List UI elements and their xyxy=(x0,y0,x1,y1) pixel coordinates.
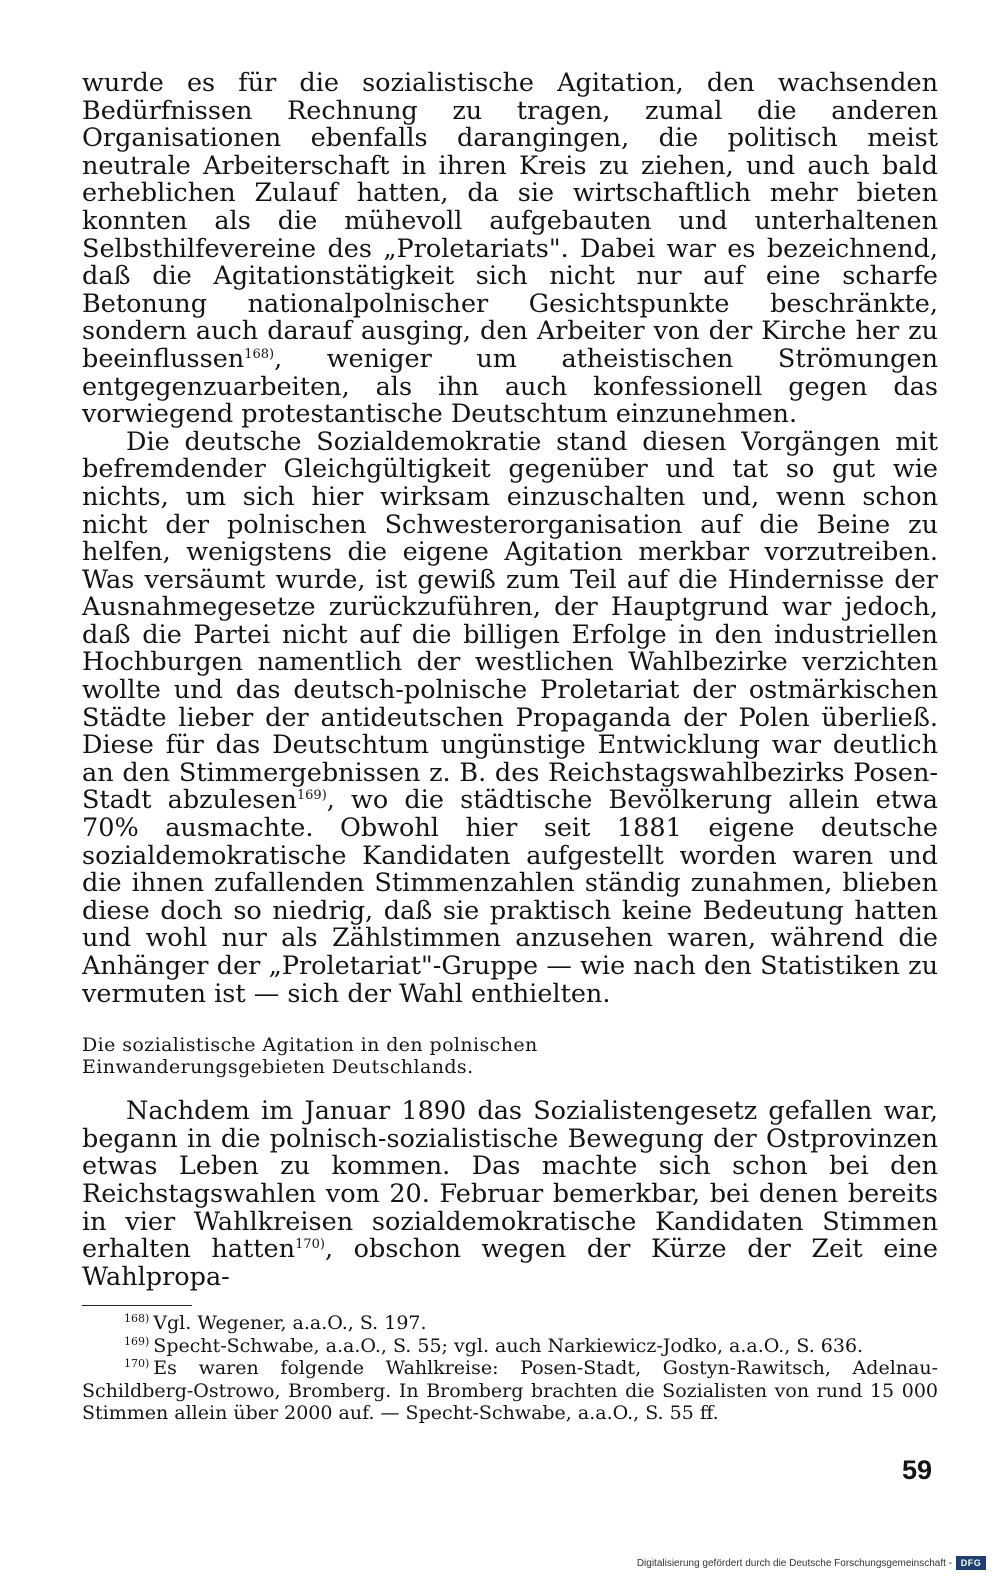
footnote-ref-169[interactable]: 169) xyxy=(296,788,327,804)
footnote-ref-168[interactable]: 168) xyxy=(244,346,275,362)
footnote-text: Es waren folgende Wahlkreise: Posen-Stadt, Gostyn-Rawitsch, Adelnau-Schildberg-Ostrowo, Bromberg. In Bromberg brachten die Sozialisten von rund 15 000 Stimmen allein über 2000 auf. — Specht-Schwabe, a.a.O., S. 55 ff. xyxy=(82,1357,938,1424)
digitization-note: Digitalisierung gefördert durch die Deutsche Forschungsgemeinschaft - xyxy=(636,1558,952,1569)
paragraph-1-text-b: , weniger um atheistischen Strömungen entgegenzuarbeiten, als ihn auch konfessionell gegen das vorwiegend protestantische Deutschtum einzunehmen. xyxy=(82,343,938,430)
footnote-169 xyxy=(82,1335,938,1357)
paragraph-2-text-b: , wo die städtische Bevölkerung allein etwa 70% ausmachte. Obwohl hier seit 1881 eigene deutsche sozialdemokratische Kandidaten aufgestellt worden waren und die ihnen zufallenden Stimmenzahlen ständig zunahmen, blieben diese doch so niedrig, daß sie praktisch keine Bedeutung hatten und wohl nur als Zählstimmen anzusehen waren, während die Anhänger der „Proletariat"-Gruppe — wie nach den Statistiken zu vermuten ist — sich der Wahl enthielten. xyxy=(82,785,938,1009)
paragraph-1 xyxy=(82,70,938,429)
footnote-text: Vgl. Wegener, a.a.O., S. 197. xyxy=(153,1312,427,1335)
footnote-divider xyxy=(82,1305,192,1306)
paragraph-2-text-a: Die deutsche Sozialdemokratie stand diesen Vorgängen mit befremdender Gleichgültigkeit gegenüber und tat so gut wie nichts, um sich hier wirksam einzuschalten und, wenn schon nicht der polnischen Schwesterorganisation auf die Beine zu helfen, wenigstens die eigene Agitation merkbar vorzutreiben. Was versäumt wurde, ist gewiß zum Teil auf die Hindernisse der Ausnahmegesetze zurückzuführen, der Hauptgrund war jedoch, daß die Partei nicht auf die billigen Erfolge in den industriellen Hochburgen namentlich der westlichen Wahlbezirke verzichten wollte und das deutsch-polnische Proletariat der ostmärkischen Städte lieber der antideutschen Propaganda der Polen überließ. Diese für das Deutschtum ungünstige Entwicklung war deutlich an den Stimmergebnissen z. B. des Reichstagswahlbezirks Posen-Stadt abzulesen xyxy=(82,426,938,816)
footnote-ref-170[interactable]: 170) xyxy=(295,1237,325,1253)
paragraph-1-text-a: wurde es für die sozialistische Agitation, den wachsenden Bedürfnissen Rechnung zu tragen, zumal die anderen Organisationen ebenfalls darangingen, die politisch meist neutrale Arbeiterschaft in ihren Kreis zu ziehen, und auch bald erheblichen Zulauf hatten, da sie wirtschaftlich mehr bieten konnten als die mühevoll aufgebauten und unterhaltenen Selbsthilfevereine des „Proletariats". Dabei war es bezeichnend, daß die Agitationstätigkeit sich nicht nur auf eine scharfe Betonung nationalpolnischer Gesichtspunkte beschränkte, sondern auch darauf ausging, den Arbeiter von der Kirche her zu beeinflussen xyxy=(82,68,938,374)
paragraph-3 xyxy=(82,1098,938,1291)
footnote-168 xyxy=(82,1312,938,1334)
footnote-number: 168) xyxy=(124,1312,150,1326)
paragraph-2 xyxy=(82,426,938,1009)
footnote-number: 170) xyxy=(124,1357,150,1371)
footnote-text: Specht-Schwabe, a.a.O., S. 55; vgl. auch Narkiewicz-Jodko, a.a.O., S. 636. xyxy=(153,1334,864,1357)
page-number: 59 xyxy=(902,1455,933,1485)
footnote-170 xyxy=(82,1357,938,1424)
section-heading: Die sozialistische Agitation in den polnischen Einwanderungsgebieten Deutschlands. xyxy=(82,1034,538,1079)
footnote-number: 169) xyxy=(124,1334,150,1348)
footnotes xyxy=(82,1312,938,1424)
page-content xyxy=(82,70,938,1424)
paragraph-3-text-b: , obschon wegen der Kürze der Zeit eine Wahlpropa- xyxy=(82,1234,938,1292)
paragraph-3-text-a: Nachdem im Januar 1890 das Sozialistengesetz gefallen war, begann in die polnisch-sozialistische Bewegung der Ostprovinzen etwas Leben zu kommen. Das machte sich schon bei den Reichstagswahlen vom 20. Februar bemerkbar, bei denen bereits in vier Wahlkreisen sozialdemokratische Kandidaten Stimmen erhalten hatten xyxy=(82,1096,938,1265)
dfg-logo: DFG xyxy=(956,1556,986,1570)
